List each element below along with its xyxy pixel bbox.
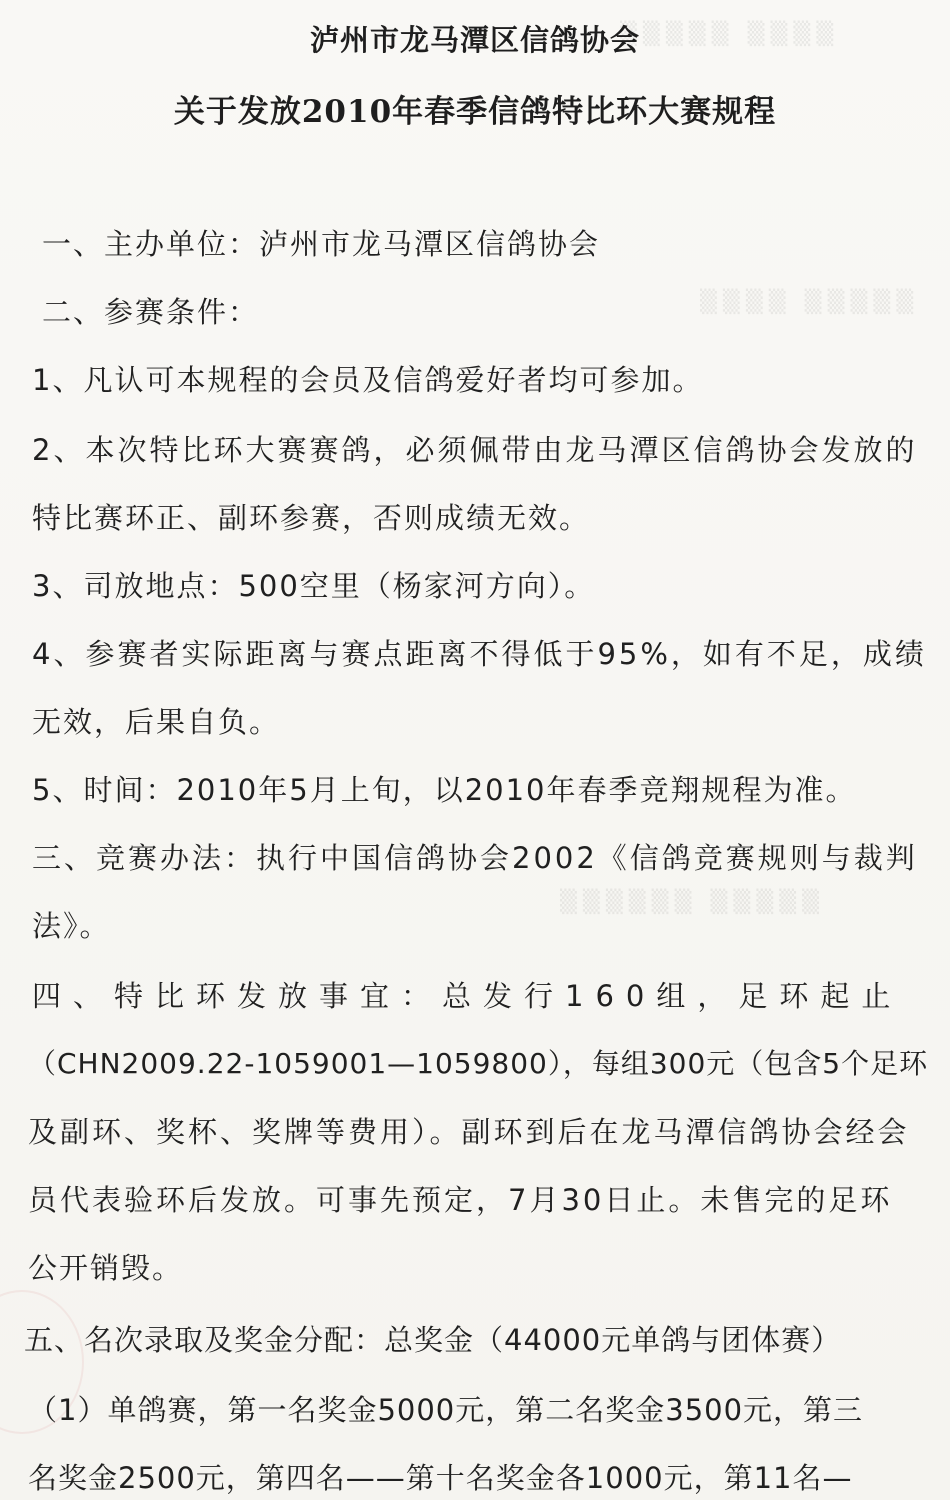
text-line: 公开销毁。 [28,1251,184,1285]
text-line: 法》。 [32,909,111,943]
text-line: 1、凡认可本规程的会员及信鸽爱好者均可参加。 [32,363,704,397]
text-line: 5、时间：2010年5月上旬，以2010年春季竞翔规程为准。 [32,773,857,807]
text-line: 特比赛环正、副环参赛，否则成绩无效。 [32,501,591,535]
text-line: 2、本次特比环大赛赛鸽，必须佩带由龙马潭区信鸽协会发放的 [32,433,918,467]
text-line: 三、竞赛办法：执行中国信鸽协会2002《信鸽竞赛规则与裁判 [32,841,918,875]
text-line: 4、参赛者实际距离与赛点距离不得低于95%，如有不足，成绩 [32,637,927,671]
text-line: 无效，后果自负。 [32,705,281,739]
text-line: 名奖金2500元，第四名——第十名奖金各1000元，第11名— [28,1461,853,1495]
text-line: （CHN2009.22-1059001—1059800），每组300元（包含5个足环 [28,1047,929,1080]
bleed-through-decoration: ▒▒▒▒ ▒▒▒▒▒ [700,290,920,315]
text-line: 及副环、奖杯、奖牌等费用）。副环到后在龙马潭信鸽协会经会 [28,1115,910,1149]
text-line: 五、名次录取及奖金分配：总奖金（44000元单鸽与团体赛） [24,1323,842,1357]
document-subtitle: 关于发放2010年春季信鸽特比环大赛规程 [173,94,777,130]
text-line: 一、主办单位：泸州市龙马潭区信鸽协会 [42,227,601,261]
text-line: 二、参赛条件： [42,295,260,329]
text-line: 四、特比环发放事宜：总发行160组，足环起止 [32,979,903,1013]
bleed-through-decoration: ▒▒▒▒▒ ▒▒▒▒ [620,22,840,47]
text-line: （1）单鸽赛，第一名奖金5000元，第二名奖金3500元，第三 [28,1393,864,1427]
text-line: 3、司放地点：500空里（杨家河方向）。 [32,569,596,603]
bleed-through-decoration: ▒▒▒▒▒▒ ▒▒▒▒▒ [560,890,826,915]
document-title: 泸州市龙马潭区信鸽协会 [309,23,640,57]
text-line: 员代表验环后发放。可事先预定，7月30日止。未售完的足环 [28,1183,893,1217]
